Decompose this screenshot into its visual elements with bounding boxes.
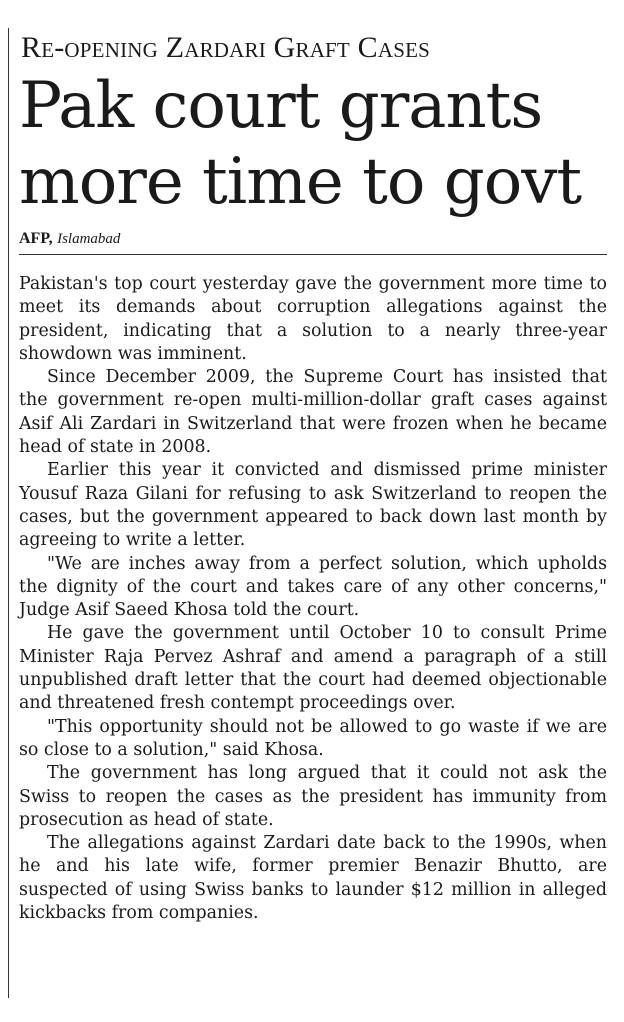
article-paragraph: The government has long argued that it could not ask the Swiss to reopen the cases as the president has immunity from prosecution as head of state.: [19, 763, 607, 830]
headline-line-2: more time to govt: [19, 145, 582, 219]
article-paragraph: "We are inches away from a perfect solution, which upholds the dignity of the court and takes care of any other concerns," Judge Asif Saeed Khosa told the court.: [19, 553, 607, 621]
headline-line-1: Pak court grants: [19, 69, 543, 143]
article-paragraph: Earlier this year it convicted and dismissed prime minister Yousuf Raza Gilani for refusing to ask Switzerland to reopen the cases, but the government appeared to back down last month by agreeing to write a letter.: [19, 460, 607, 551]
article-kicker: Re-opening Zardari Graft Cases: [21, 31, 431, 64]
byline-agency: AFP,: [19, 230, 53, 247]
column-rule: [8, 28, 9, 998]
article-paragraph: The allegations against Zardari date back to the 1990s, when he and his late wife, former premier Benazir Bhutto, are suspected of using Swiss banks to launder $12 million in alleged kickbacks from companies.: [19, 833, 607, 924]
article-paragraph: He gave the government until October 10 to consult Prime Minister Raja Pervez Ashraf and amend a paragraph of a still unpublished draft letter that the court had deemed objectionable and threatened fresh contempt proceedings over.: [19, 623, 607, 714]
news-article: [19, 18, 607, 925]
article-paragraph: Since December 2009, the Supreme Court has insisted that the government re-open multi-million-dollar graft cases against Asif Ali Zardari in Switzerland that were frozen when he became head of state in 2008.: [19, 367, 607, 458]
article-paragraph: "This opportunity should not be allowed to go waste if we are so close to a solution," said Khosa.: [19, 716, 607, 760]
article-byline: [19, 230, 607, 255]
article-headline: [19, 68, 607, 220]
byline-place: Islamabad: [57, 231, 121, 247]
article-body: [19, 273, 607, 925]
article-paragraph: Pakistan's top court yesterday gave the government more time to meet its demands about corruption allegations against the president, indicating that a solution to a nearly three-year showdown was imminent.: [19, 274, 607, 364]
